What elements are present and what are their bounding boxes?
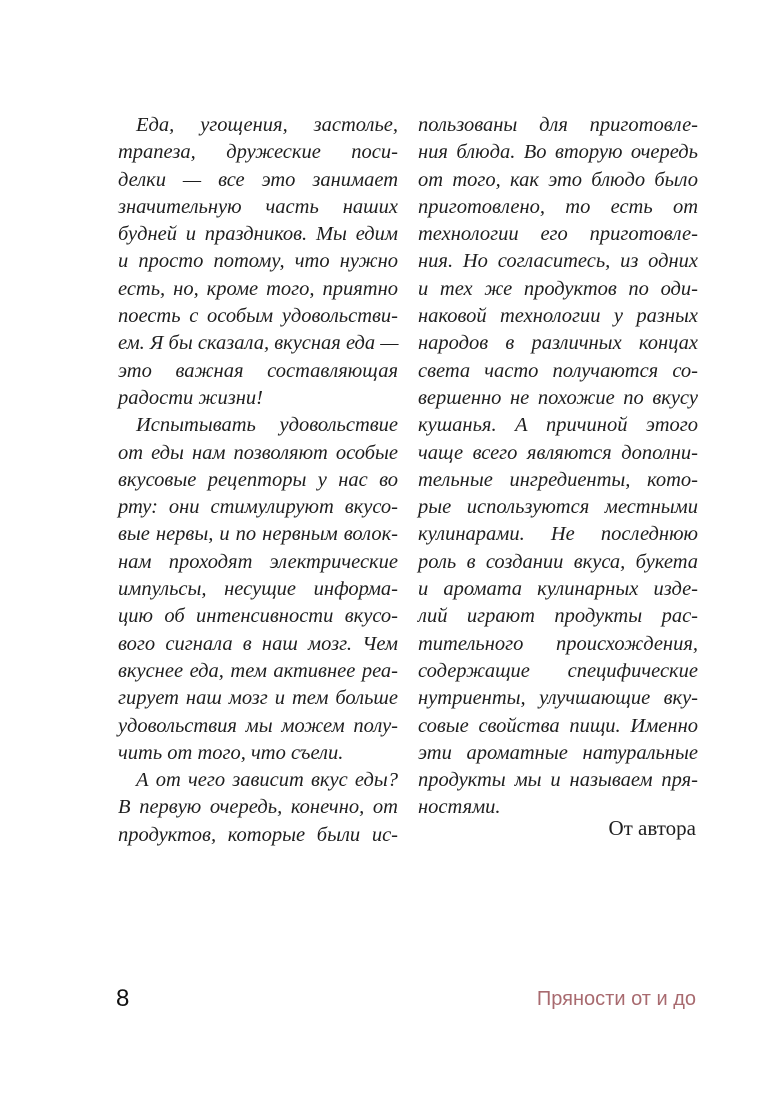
text-line: цию об интенсивности вкусо- [118, 605, 398, 628]
text-line: роль в создании вкуса, букета [418, 550, 698, 573]
text-line: чаще всего являются дополни- [418, 441, 698, 464]
text-line: поесть с особым удовольстви- [118, 305, 398, 328]
text-line: вкуснее еда, тем активнее реа- [118, 659, 398, 682]
signature: От автора [608, 816, 696, 840]
page-number: 8 [116, 985, 130, 1012]
text-line: приготовлено, то есть от [418, 195, 698, 218]
text-line: рые используются местными [418, 496, 698, 519]
text-line: тительного происхождения, [418, 632, 698, 655]
text-line: А от чего зависит вкус еды? [136, 769, 398, 792]
text-line: вого сигнала в наш мозг. Чем [118, 632, 398, 655]
text-line: ния блюда. Во вторую очередь [418, 141, 698, 164]
right-text-column [418, 112, 698, 822]
text-line: эти ароматные натуральные [418, 741, 698, 764]
text-line: тельные ингредиенты, кото- [418, 468, 698, 491]
text-line: лий играют продукты рас- [418, 605, 698, 628]
text-line: вершенно не похожие по вкусу [418, 386, 698, 409]
text-line: В первую очередь, конечно, от [118, 796, 398, 819]
text-line: света часто получаются со- [418, 359, 698, 382]
text-line: рту: они стимулируют вкусо- [118, 496, 398, 519]
text-line: гирует наш мозг и тем больше [118, 687, 398, 710]
text-line: технологии его приготовле- [418, 223, 698, 246]
text-line: ем. Я бы сказала, вкусная еда — [118, 332, 399, 355]
text-line: продуктов, которые были ис- [118, 823, 398, 846]
text-line: Испытывать удовольствие [136, 414, 398, 437]
text-line: от того, как это блюдо было [418, 168, 698, 191]
text-line: пользованы для приготовле- [418, 114, 698, 136]
text-line: импульсы, несущие информа- [118, 578, 398, 601]
text-line: кушанья. А причиной этого [418, 414, 698, 437]
text-line: и тех же продуктов по оди- [418, 277, 698, 300]
left-text-column [118, 112, 398, 849]
text-line: ностями. [418, 796, 501, 819]
text-line: удовольствия мы можем полу- [118, 714, 398, 737]
text-line: содержащие специфические [418, 659, 698, 682]
text-line: кулинарами. Не последнюю [418, 523, 698, 546]
text-line: народов в различных концах [418, 332, 698, 355]
text-line: наковой технологии у разных [418, 305, 698, 328]
text-line: вкусовые рецепторы у нас во [118, 468, 398, 491]
text-line: ния. Но согласитесь, из одних [418, 250, 698, 273]
text-line: трапеза, дружеские поси- [118, 141, 398, 164]
text-line: нам проходят электрические [118, 550, 398, 573]
text-line: продукты мы и называем пря- [418, 769, 698, 792]
text-line: делки — все это занимает [118, 168, 398, 191]
text-line: значительную часть наших [118, 195, 398, 218]
text-line: чить от того, что съели. [118, 741, 344, 764]
text-line: и аромата кулинарных изде- [418, 578, 698, 601]
text-line: будней и праздников. Мы едим [118, 223, 398, 246]
text-line: есть, но, кроме того, приятно [118, 277, 398, 300]
text-line: радости жизни! [118, 386, 263, 409]
running-title: Пряности от и до [536, 988, 696, 1010]
text-line: это важная составляющая [118, 359, 398, 382]
text-line: и просто потому, что нужно [118, 250, 398, 273]
text-line: нутриенты, улучшающие вку- [418, 687, 698, 710]
text-line: от еды нам позволяют особые [118, 441, 398, 464]
text-line: Еда, угощения, застолье, [136, 114, 398, 136]
text-line: совые свойства пищи. Именно [418, 714, 698, 737]
text-line: вые нервы, и по нервным волок- [118, 523, 398, 546]
